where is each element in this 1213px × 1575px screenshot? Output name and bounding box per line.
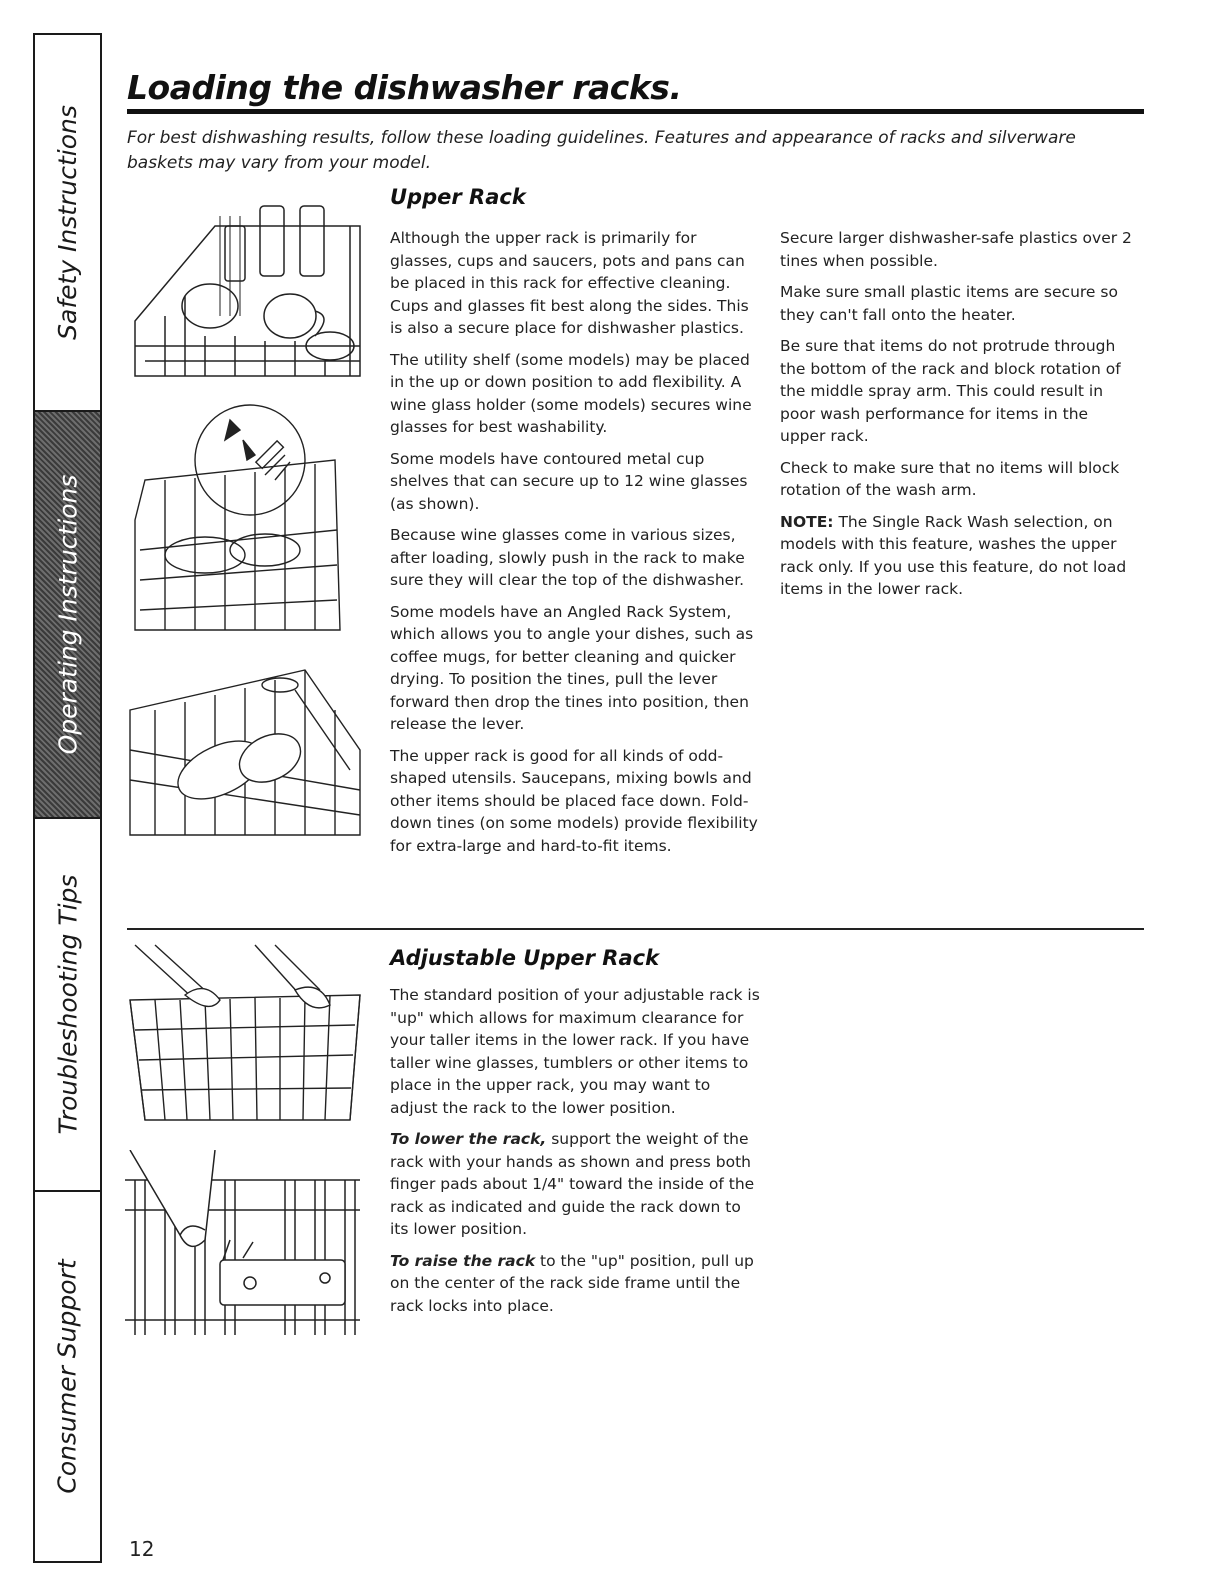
paragraph: Because wine glasses come in various sizes, after loading, slowly push in the rack to make sure they will clear the top of the dishwasher. [390,526,745,589]
paragraph: Make sure small plastic items are secure so they can't fall onto the heater. [780,283,1118,324]
adjustable-rack-hands-illustration [125,940,365,1140]
adjustable-rack-finger-pad-illustration [125,1150,365,1335]
note-label: NOTE: [780,512,834,531]
lower-rack-lead: To lower the rack, [390,1130,547,1148]
lower-rack-text: support the weight of the rack with your hands as shown and press both finger pads about 1/4" toward the inside of the rack as indicated and guide the rack down to its lower position. [390,1130,755,1238]
upper-rack-right-column [780,227,1135,610]
paragraph: The utility shelf (some models) may be placed in the up or down position to add flexibility. A wine glass holder (some models) secures wine glasses for best washability. [390,350,752,436]
paragraph: Secure larger dishwasher-safe plastics over 2 tines when possible. [780,229,1132,270]
lower-rack-paragraph [390,1128,762,1241]
paragraph: Check to make sure that no items will block rotation of the wash arm. [780,458,1120,499]
tab-troubleshooting-tips[interactable] [35,819,100,1192]
intro-text: For best dishwashing results, follow these loading guidelines. Features and appearance of racks and silverware baskets may vary from your model. [127,128,1076,173]
tab-label: Troubleshooting Tips [53,874,82,1135]
paragraph: Although the upper rack is primarily for glasses, cups and saucers, pots and pans can be placed in this rack for effective cleaning. Cups and glasses fit best along the sides. This is also a secure place for dishwasher plastics. [390,229,749,337]
note-text: The Single Rack Wash selection, on models with this feature, washes the upper rack only. If you use this feature, do not load items in the lower rack. [780,512,1127,598]
upper-rack-left-column [390,227,760,866]
note-paragraph [780,511,1135,601]
raise-rack-text: to the "up" position, pull up on the center of the rack side frame until the rack locks into place. [390,1251,754,1315]
page-title: Loading the dishwasher racks. [127,68,682,107]
tab-label: Operating Instructions [53,474,83,755]
tab-operating-instructions[interactable] [35,412,100,819]
title-rule [127,109,1144,114]
tab-safety-instructions[interactable] [35,35,100,412]
adjustable-rack-column [390,984,762,1326]
upper-rack-illustration [125,186,365,386]
section-heading-adjustable-rack: Adjustable Upper Rack [390,946,660,970]
angled-rack-illustration [125,650,365,840]
section-divider [127,928,1144,930]
paragraph: Some models have an Angled Rack System, which allows you to angle your dishes, such as coffee mugs, for better cleaning and quicker drying. To position the tines, pull the lever forward then drop the tines into position, then release the lever. [390,602,754,733]
tab-consumer-support[interactable] [35,1192,100,1561]
tab-label: Safety Instructions [53,105,82,340]
paragraph: The standard position of your adjustable rack is "up" which allows for maximum clearance for your taller items in the lower rack. If you have taller wine glasses, tumblers or other items to place in the upper rack, you may want to adjust the rack to the lower position. [390,986,760,1117]
tab-label: Consumer Support [53,1259,83,1494]
raise-rack-lead: To raise the rack [390,1251,536,1270]
paragraph: Be sure that items do not protrude through the bottom of the rack and block rotation of the middle spray arm. This could result in poor wash performance for items in the upper rack. [780,337,1121,445]
page-number: 12 [129,1537,155,1561]
paragraph: The upper rack is good for all kinds of odd-shaped utensils. Saucepans, mixing bowls and other items should be placed face down. Fold-down tines (on some models) provide flexibility for extra-large and hard-to-fit items. [390,746,758,855]
section-heading-upper-rack: Upper Rack [390,185,526,209]
side-tab-strip [33,33,102,1563]
wine-glass-rack-illustration [125,400,350,645]
raise-rack-paragraph [390,1250,762,1318]
paragraph: Some models have contoured metal cup shelves that can secure up to 12 wine glasses (as shown). [390,449,748,513]
